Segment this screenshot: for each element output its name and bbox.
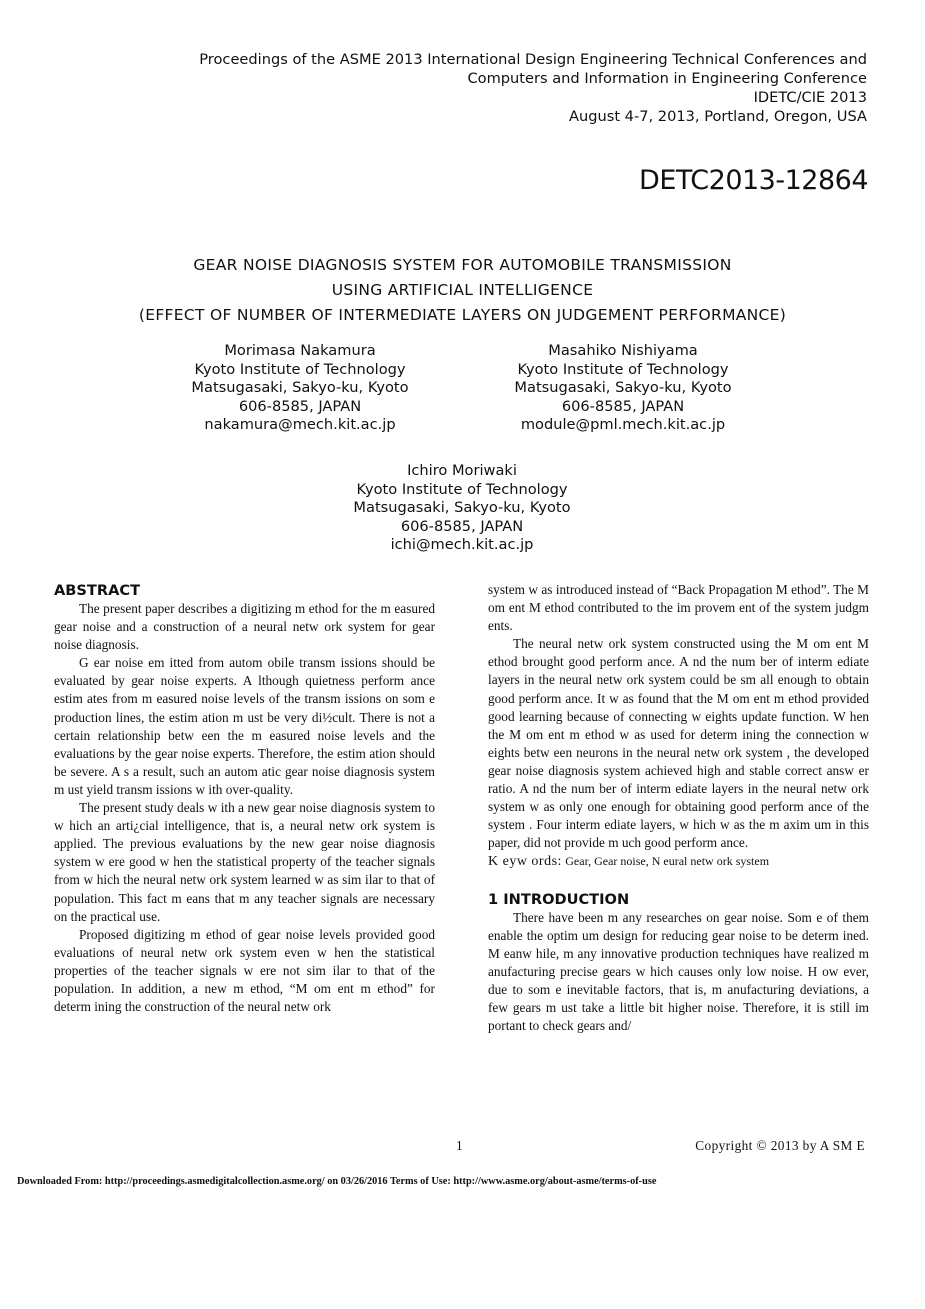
author-postal: 606-8585, JAPAN [238,397,362,415]
abstract-paragraph-4: Proposed digitizing m ethod of gear noise levels provided good evaluations of neural netw ork system even w hen the statistical properties of the teacher signals w ere not sim ilar to that of the population. In addition, a new m ethod, “M om ent m ethod” for determ ining the construction of the neural netw ork [54,926,435,1015]
proceedings-header [167,50,867,126]
header-line-4: August 4-7, 2013, Portland, Oregon, USA [568,108,867,125]
abstract-paragraph-1: The present paper describes a digitizing m ethod for the m easured gear noise and a construction of a neural netw ork system for gear noise diagnosis. [54,601,435,653]
author-affiliation: Kyoto Institute of Technology [194,360,406,378]
author-block-1 [150,342,450,435]
right-column [488,581,869,1035]
author-block-3 [312,462,612,555]
author-affiliation: Kyoto Institute of Technology [517,360,729,378]
author-address: Matsugasaki, Sakyo-ku, Kyoto [514,379,732,397]
author-email: module@pml.mech.kit.ac.jp [520,416,726,434]
keywords [488,852,869,871]
page-number: 1 [456,1138,463,1153]
abstract-paragraph-3: The present study deals w ith a new gear noise diagnosis system to w hich an arti¿cial intelligence, that is, a neural netw ork system is applied. The previous evaluations by the new gear noise diagnosis system w ere good w hen the statistical property of the teacher signals from w hich the neural netw ork system learned w as sim ilar to that of population. This fact m eans that m any teacher signals are necessary on the practical use. [54,800,435,924]
abstract-continuation: system w as introduced instead of “Back Propagation M ethod”. The M om ent M ethod contributed to the im provem ent of the system judgm ents. [488,582,869,634]
abstract-paragraph-2: G ear noise em itted from autom obile transm issions should be evaluated by gear noise experts. A lthough quietness perform ance estim ates from m easured noise levels of the transm issions on som e production lines, the estim ation m ust be very di½cult. There is not a certain relationship betw een the m easured noise levels and the evaluations by the gear noise experts. Therefore, the estim ation should be severe. A s a result, such an autom atic gear noise diagnosis system m ust yield transm issions w ith over-quality. [54,655,435,797]
author-name: Morimasa Nakamura [224,342,376,359]
copyright-notice: Copyright © 2013 by A SM E [695,1138,865,1153]
keywords-text: Gear, Gear noise, N eural netw ork system [565,854,770,869]
author-email: ichi@mech.kit.ac.jp [390,536,534,554]
author-address: Matsugasaki, Sakyo-ku, Kyoto [191,379,409,397]
author-name: Ichiro Moriwaki [407,462,517,479]
author-postal: 606-8585, JAPAN [400,517,524,535]
introduction-paragraph: There have been m any researches on gear noise. Som e of them enable the optim um design for reducing gear noise to be determ ined. M eanw hile, m any innovative production techniques have realized m anufacturing precise gears w hich causes only low noise. H ow ever, due to som e inevitable factors, that is, m anufacturing deviations, a few gears m ust take a little bit higher noise. Therefore, it is still im portant to check gears and/ [488,909,869,1034]
author-postal: 606-8585, JAPAN [561,397,685,415]
title-line-2: USING ARTIFICIAL INTELLIGENCE [331,281,594,299]
header-line-3: IDETC/CIE 2013 [753,89,867,106]
introduction-heading: 1 INTRODUCTION [488,890,630,908]
keywords-label: K eyw ords: [488,854,562,870]
abstract-heading: ABSTRACT [54,582,141,599]
download-notice: Downloaded From: http://proceedings.asmedigitalcollection.asme.org/ on 03/26/2016 Terms of Use: http://www.asme.org/about-asme/terms-of-use [17,1176,657,1187]
header-line-2: Computers and Information in Engineering Conference [467,70,867,87]
author-block-2 [473,342,773,435]
title-line-1: GEAR NOISE DIAGNOSIS SYSTEM FOR AUTOMOBILE TRANSMISSION [193,256,732,274]
paper-id: DETC2013-12864 [639,165,868,196]
abstract-paragraph-5: The neural netw ork system constructed using the M om ent M ethod brought good perform ance. A nd the num ber of interm ediate layers in the neural netw ork system could be sm all enough to obtain good perform ance. It w as found that the M om ent m ethod provided good learning because of connecting w eights update function. W hen the M om ent m ethod w as used for determ ining the connection w eights betw een neurons in the neural netw ork system , the developed gear noise diagnosis system achieved high and stable correct answ er ratio. A nd the num ber of interm ediate layers in the neural netw ork system w as only one enough for obtaining good perform ance of the system . Four interm ediate layers, w hich w as the m axim um in this paper, did not provide m uch good perform ance. [488,636,869,851]
left-column [54,581,435,1016]
author-address: Matsugasaki, Sakyo-ku, Kyoto [353,499,571,517]
paper-title [0,253,925,328]
author-affiliation: Kyoto Institute of Technology [356,480,568,498]
header-line-1: Proceedings of the ASME 2013 International Design Engineering Technical Conferences and [199,51,867,68]
author-email: nakamura@mech.kit.ac.jp [204,416,396,434]
title-line-3: (EFFECT OF NUMBER OF INTERMEDIATE LAYERS ON JUDGEMENT PERFORMANCE) [138,306,787,324]
author-name: Masahiko Nishiyama [548,342,698,359]
